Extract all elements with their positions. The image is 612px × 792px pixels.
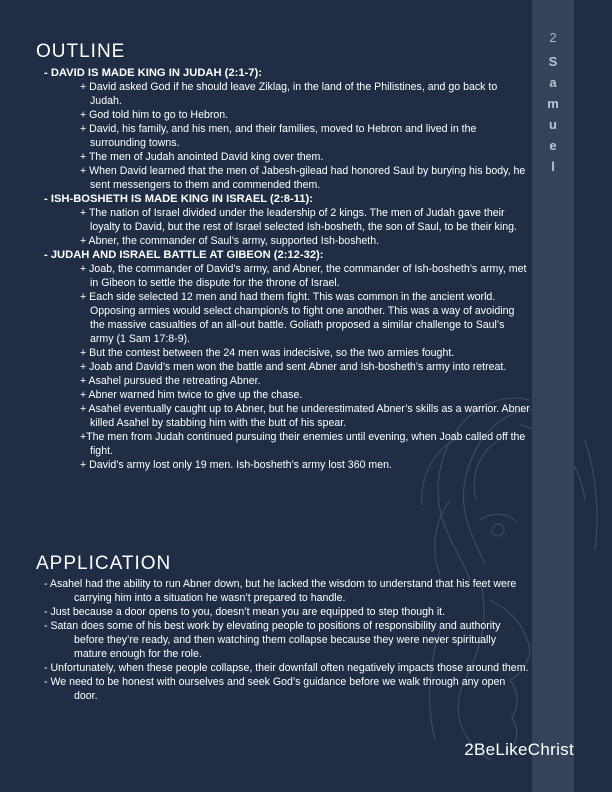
outline-body xyxy=(44,66,530,472)
application-item: - Unfortunately, when these people collapse, their downfall often negatively impacts those around them. xyxy=(44,662,529,674)
application-item: - Asahel had the ability to run Abner down, but he lacked the wisdom to understand that his feet were carrying him into a situation he wasn’t prepared to handle. xyxy=(44,578,517,604)
outline-section-heading: - ISH-BOSHETH IS MADE KING IN ISRAEL (2:8-11): xyxy=(44,193,313,205)
outline-bullet: + Joab and David’s men won the battle and sent Abner and Ish-bosheth’s army into retreat. xyxy=(80,361,507,373)
outline-bullet: + Asahel eventually caught up to Abner, but he underestimated Abner’s skills as a warrior. Abner killed Asahel by stabbing him with the butt of his spear. xyxy=(80,403,530,429)
outline-bullet: + The men of Judah anointed David king over them. xyxy=(80,151,324,163)
outline-bullet: + David’s army lost only 19 men. Ish-bosheth’s army lost 360 men. xyxy=(80,459,392,471)
outline-bullet: + But the contest between the 24 men was indecisive, so the two armies fought. xyxy=(80,347,455,359)
outline-bullet: + Abner warned him twice to give up the chase. xyxy=(80,389,303,401)
outline-bullet: + David asked God if he should leave Ziklag, in the land of the Philistines, and go back to Judah. xyxy=(80,81,498,107)
outline-bullet: +The men from Judah continued pursuing their enemies until evening, when Joab called off the fight. xyxy=(80,431,526,457)
book-letter: S xyxy=(548,54,558,69)
outline-bullet: + Joab, the commander of David’s army, and Abner, the commander of Ish-bosheth’s army, met in Gibeon to settle the dispute for the throne of Israel. xyxy=(80,263,527,289)
outline-bullet: + When David learned that the men of Jabesh-gilead had honored Saul by burying his body, he sent messengers to them and commended them. xyxy=(80,165,526,191)
outline-bullet: + Abner, the commander of Saul’s army, supported Ish-bosheth. xyxy=(80,235,380,247)
outline-bullet: + Each side selected 12 men and had them fight. This was common in the ancient world. Opposing armies would select champion/s to fight one another. This was a way of avoiding the massive casualties of an all-out battle. Goliath proposed a similar challenge to Saul’s army (1 Sam 17:8-9). xyxy=(80,291,515,345)
book-letter: m xyxy=(547,96,559,111)
application-body xyxy=(44,577,530,703)
application-item: - We need to be honest with ourselves and seek God’s guidance before we walk through any open door. xyxy=(44,676,506,702)
brand-footer: 2BeLikeChrist xyxy=(464,740,574,759)
outline-title: OUTLINE xyxy=(36,41,126,62)
application-title: APPLICATION xyxy=(36,553,172,574)
outline-bullet: + David, his family, and his men, and their families, moved to Hebron and lived in the surrounding towns. xyxy=(80,123,477,149)
application-item: - Satan does some of his best work by elevating people to positions of responsibility and authority before they’re ready, and then watching them collapse because they were never spiritually mature enough for the role. xyxy=(44,620,501,660)
book-letter: e xyxy=(549,138,557,153)
outline-section-heading: - JUDAH AND ISRAEL BATTLE AT GIBEON (2:12-32): xyxy=(44,249,324,261)
outline-bullet: + God told him to go to Hebron. xyxy=(80,109,229,121)
book-letter: u xyxy=(549,117,557,132)
outline-bullet: + The nation of Israel divided under the leadership of 2 kings. The men of Judah gave their loyalty to David, but the rest of Israel selected Ish-bosheth, the son of Saul, to be their king. xyxy=(80,207,517,233)
book-name-vertical xyxy=(532,51,574,177)
outline-section-heading: - DAVID IS MADE KING IN JUDAH (2:1-7): xyxy=(44,67,262,79)
outline-bullet: + Asahel pursued the retreating Abner. xyxy=(80,375,261,387)
book-sidebar xyxy=(532,0,574,792)
book-letter: l xyxy=(551,159,555,174)
application-item: - Just because a door opens to you, doesn’t mean you are equipped to step though it. xyxy=(44,606,446,618)
book-letter: a xyxy=(549,75,557,90)
book-number: 2 xyxy=(549,30,557,45)
